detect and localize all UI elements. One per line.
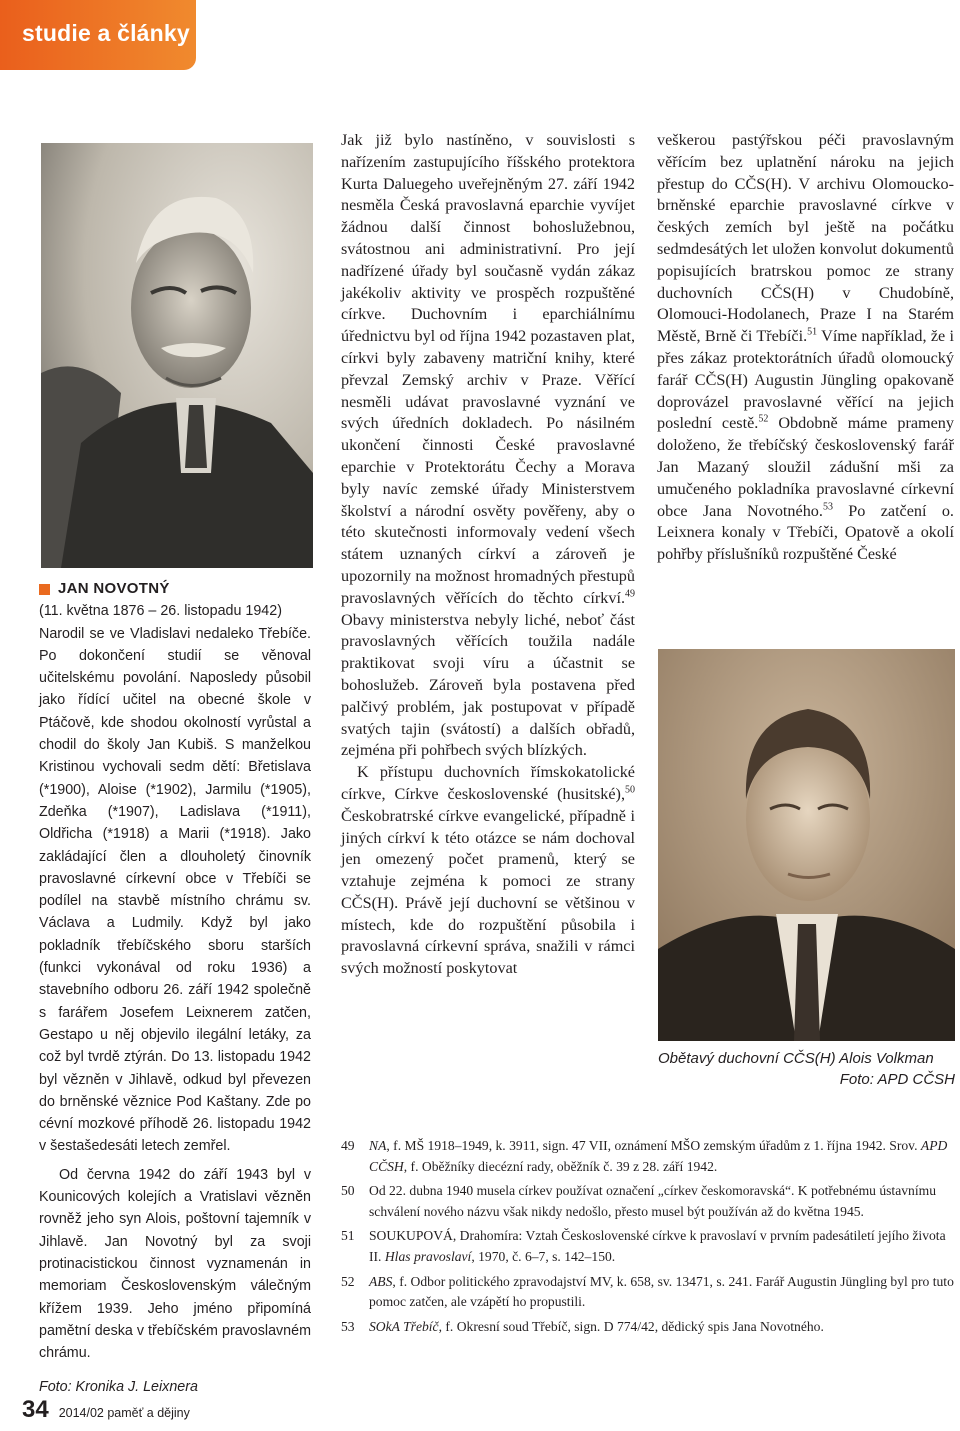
- portrait-photo-novotny: [41, 143, 313, 568]
- page-number: 34: [22, 1396, 49, 1423]
- footnote-item: 52 ABS, f. Odbor politického zpravodajství MV, k. 658, sv. 13471, s. 241. Farář Augustin Jüngling byl pro tuto pomoc zatčen, ale vzápětí ho propustili.: [341, 1273, 954, 1310]
- article-column-middle: [341, 130, 635, 980]
- article-paragraph-1: Jak již bylo nastíněno, v souvislosti s nařízením zastupujícího říšského protektora Kurta Daluegeho uveřejněným 27. září 1942 nesměla Česká pravoslavná eparchie vyvíjet žádnou další činnost bohoslužebnou, svátostnou ani administrativní. Pro její nadřízené úřady byl současně vydán zákaz jakékoliv aktivity ve prospěch rozpuštěné církve. Duchovním i eparchiálnímu úřednictvu byl od října 1942 pozastaven plat, církvi byly zabaveny matriční knihy, které převzal Zemský archiv v Praze. Věřící nesměli udávat pravoslavné vyznání ve svých úředních dokladech. Po násilném ukončení činnosti České pravoslavné eparchie v Protektorátu Čechy a Morava byly navíc zemské úřady Ministerstvem školství a národní osvěty pověřeny, aby o této skutečnosti informovaly vedení všech státem uznaných církví a zároveň je upozornily na možnost hromadných přestupů pravoslavných věřících do těchto církví.$^{49}$ Obavy ministerstva nebyly liché, neboť část pravoslavných věřících toužila nadále praktikovat svoji víru a účastnit se bohoslužeb. Zároveň byla postavena před palčivý problém, jak postupovat v případě svatých tajin (svátostí) a dalších obřadů, zejména při pohřbech svých blízkých.: [341, 131, 635, 760]
- footnote-ref-52[interactable]: 52: [758, 413, 769, 425]
- bio-photo-credit: Foto: Kronika J. Leixnera: [39, 1379, 198, 1396]
- caption-text: Obětavý duchovní CČS(H) Alois Volkman: [658, 1050, 934, 1067]
- bio-paragraph-1: Narodil se ve Vladislavi nedaleko Třebíče. Po dokončení studií se věnoval učitelskému povolání. Naposledy působil jako řídící učitel na obecné škole v Ptáčově, kde shodou okolností vyrůstal a chodil do školy Jan Kubiš. S manželkou Kristinou vychovali sedm dětí: Břetislava (*1900), Aloise (*1902), Jarmilu (*1905), Zdeňka (*1907), Ladislava (*1911), Oldřicha (*1918) a Marii (*1918). Jako zakládající člen a dlouholetý činovník pravoslavné církevní obce v Třebíči se podílel na stavbě místního chrámu sv. Václava a Ludmily. Když byl jako pokladník třebíčského sboru starších (funkci vykonával od roku 1936) a stavebního odboru 26. září 1942 společně s farářem Josefem Leixnerem zatčen, Gestapo u něj objevilo ilegální letáky, za což byl tvrdě ztýrán. Do 13. listopadu 1942 byl vězněn v Jihlavě, odkud byl převezen do brněnské věznice Pod Kaštany. Zde po cévní mozkové příhodě 26. listopadu 1942 v šestašedesáti letech zemřel.: [39, 625, 311, 1155]
- bullet-square-icon: [39, 584, 50, 595]
- section-title: studie a články: [22, 20, 190, 46]
- article-column-right: [657, 130, 954, 566]
- bio-name: [39, 578, 311, 600]
- footnote-ref-51[interactable]: 51: [807, 326, 818, 338]
- section-tab: [0, 0, 196, 70]
- footnote-item: 53 SOkA Třebíč, f. Okresní soud Třebíč, sign. D 774/42, dědický spis Jana Novotného.: [341, 1318, 824, 1334]
- portrait-photo-volkman: [658, 649, 955, 1041]
- biography-sidebar: [39, 578, 311, 1399]
- bio-paragraph-2: Od června 1942 do září 1943 byl v Kounicových kolejích a Vratislavi vězněn rovněž jeho syn Alois, poštovní tajemník v Jihlavě. Jan Novotný byl za svoji protinacistickou činnost vyznamenán in memoriam Československým válečným křížem 1939. Jeho jméno připomíná pamětní deska v třebíčském pravoslavném chrámu.: [39, 1166, 311, 1362]
- caption-credit: Foto: APD CČSH: [839, 1071, 955, 1088]
- footnote-item: 51 SOUKUPOVÁ, Drahomíra: Vztah Československé církve k pravoslaví v prvním padesátiletí jejího života II. Hlas pravoslaví, 1970, č. 6–7, s. 142–150.: [341, 1228, 946, 1264]
- footnote-item: 50 Od 22. dubna 1940 musela církev používat označení „církev českomoravská“. K potřebnému ústavnímu schválení nového názvu však nikdy nedošlo, přesto musel být používán až do května 1945.: [341, 1183, 936, 1219]
- photo-caption: [658, 1048, 955, 1090]
- article-paragraph-3: veškerou pastýřskou péči pravoslavným věřícím bez uplatnění nároku na jejich přestup do CČS(H). V archivu Olomoucko-brněnské eparchie pravoslavné církve v českých zemích byl ještě na počátku sedmdesátých let uložen konvolut dokumentů popisujících bratrskou pomoc ze strany duchovních CČS(H) v Chudobíně, Olomouci-Hodolanech, Praze I na Starém Městě, Brně či Třebíči.$^{51}$ Víme například, že i přes zákaz protektorátních úřadů olomoucký farář CČS(H) Augustin Jüngling opakovaně doprovázel pravoslavné věřící na jejich poslední cestě.$^{52}$ Obdobně máme prameny doloženo, že třebíčský československý farář Jan Mazaný sloužil zádušní mši za umučeného pokladníka pravoslavné církevní obce Jana Novotného.$^{53}$ Po zatčení o. Leixnera konaly v Třebíči, Opatově a okolí pohřby příslušníků rozpuštěné České: [657, 131, 955, 564]
- footnote-ref-53[interactable]: 53: [822, 501, 833, 513]
- issue-label: 2014/02 paměť a dějiny: [58, 1406, 190, 1420]
- footnote-ref-50[interactable]: 50: [625, 784, 635, 796]
- footnotes-list: [341, 1136, 955, 1341]
- footnote-ref-49[interactable]: 49: [625, 588, 635, 600]
- page-footer: [22, 1396, 190, 1424]
- bio-name-text: JAN NOVOTNÝ: [58, 580, 170, 597]
- bio-dates: (11. května 1876 – 26. listopadu 1942): [39, 603, 282, 620]
- footnote-item: 49 NA, f. MŠ 1918–1949, k. 3911, sign. 47 VII, oznámení MŠO zemským úřadům z 1. října 1942. Srov. APD CČSH, f. Oběžníky diecézní rady, oběžník č. 39 z 28. září 1942.: [341, 1138, 948, 1174]
- article-paragraph-2: K přístupu duchovních římskokatolické církve, Církve československé (husitské),$^{50}$ Českobratrské církve evangelické, případně i jiných církví k této otázce se nám dochoval jen omezený počet pramenů, který se vztahuje zejména k pomoci ze strany CČS(H). Právě její duchovní se většinou v místech, kde do rozpuštění působila i pravoslavná církevní správa, snažili v rámci svých možností poskytovat: [341, 763, 635, 978]
